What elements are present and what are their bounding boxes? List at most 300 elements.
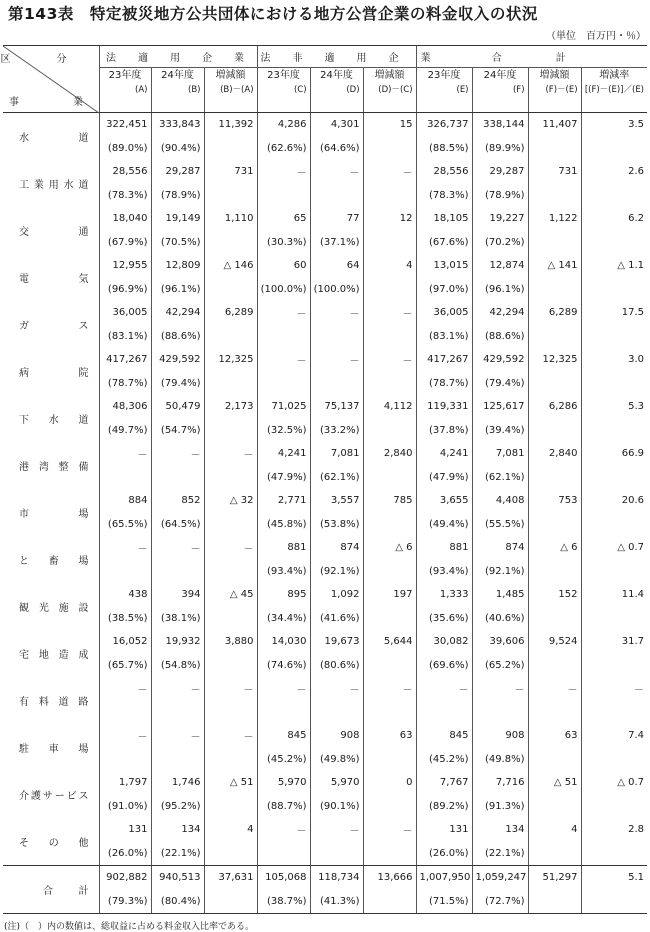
value-cell: － — [257, 348, 310, 372]
ratio-cell: (62.1%) — [472, 466, 528, 490]
ratio-cell: (49.8%) — [472, 748, 528, 772]
value-cell: － — [151, 724, 204, 748]
value-cell: － — [257, 160, 310, 184]
ratio-cell — [581, 513, 647, 537]
ratio-row — [3, 419, 647, 443]
column-header-mark: (F) — [512, 85, 525, 95]
ratio-row — [3, 654, 647, 678]
value-cell: △ 146 — [204, 254, 257, 278]
value-cell: 18,105 — [416, 207, 472, 231]
row-label: 観光施設 — [19, 603, 89, 614]
ratio-cell: (97.0%) — [416, 278, 472, 302]
ratio-cell — [581, 419, 647, 443]
ratio-cell — [363, 372, 416, 396]
ratio-cell — [204, 795, 257, 819]
ratio-row — [3, 842, 647, 866]
ratio-cell: (95.2%) — [151, 795, 204, 819]
ratio-cell: (69.6%) — [416, 654, 472, 678]
ratio-cell — [363, 795, 416, 819]
value-cell: 19,227 — [472, 207, 528, 231]
value-cell: 2,771 — [257, 489, 310, 513]
value-cell: 4,286 — [257, 113, 310, 137]
ratio-cell: (22.1%) — [472, 842, 528, 866]
ratio-cell — [310, 372, 363, 396]
value-cell: 11.4 — [581, 583, 647, 607]
ratio-cell — [581, 607, 647, 631]
corner-bottom-label: 事 業 — [9, 97, 105, 108]
ratio-cell — [581, 372, 647, 396]
ratio-row — [3, 137, 647, 161]
ratio-cell — [581, 748, 647, 772]
value-cell: 4,408 — [472, 489, 528, 513]
table-row — [3, 630, 647, 654]
value-cell: － — [472, 677, 528, 701]
value-cell: － — [310, 818, 363, 842]
ratio-cell: (38.1%) — [151, 607, 204, 631]
value-cell: 2.6 — [581, 160, 647, 184]
value-cell: 18,040 — [99, 207, 151, 231]
group-header-total: 合 計 — [416, 46, 647, 68]
ratio-cell: (54.7%) — [151, 419, 204, 443]
value-cell: 1,007,950 — [416, 866, 472, 890]
table-row — [3, 724, 647, 748]
ratio-cell: (62.1%) — [310, 466, 363, 490]
ratio-cell: (83.1%) — [416, 325, 472, 349]
value-cell: 438 — [99, 583, 151, 607]
value-cell: 338,144 — [472, 113, 528, 137]
value-cell: － — [151, 536, 204, 560]
value-cell: 6,286 — [528, 395, 581, 419]
value-cell: 3.5 — [581, 113, 647, 137]
ratio-cell: (78.7%) — [416, 372, 472, 396]
value-cell: 7,081 — [472, 442, 528, 466]
column-header-label: 24年度 — [483, 70, 517, 81]
value-cell: － — [363, 348, 416, 372]
value-cell: 4 — [528, 818, 581, 842]
value-cell: 2.8 — [581, 818, 647, 842]
ratio-cell — [581, 890, 647, 914]
ratio-cell — [528, 560, 581, 584]
value-cell: △ 141 — [528, 254, 581, 278]
value-cell: 9,524 — [528, 630, 581, 654]
value-cell: 65 — [257, 207, 310, 231]
value-cell: 105,068 — [257, 866, 310, 890]
ratio-cell: (26.0%) — [416, 842, 472, 866]
ratio-cell — [472, 701, 528, 725]
value-cell: 3,655 — [416, 489, 472, 513]
ratio-cell: (80.4%) — [151, 890, 204, 914]
ratio-cell: (49.7%) — [99, 419, 151, 443]
ratio-cell — [581, 137, 647, 161]
ratio-cell: (89.0%) — [99, 137, 151, 161]
ratio-cell — [528, 701, 581, 725]
ratio-cell: (47.9%) — [416, 466, 472, 490]
ratio-cell: (32.5%) — [257, 419, 310, 443]
column-header — [472, 68, 528, 113]
value-cell: － — [204, 724, 257, 748]
ratio-cell: (35.6%) — [416, 607, 472, 631]
group-header-non-applied: 法 非 適 用 企 業 — [257, 46, 416, 68]
column-header — [99, 68, 151, 113]
ratio-cell — [528, 795, 581, 819]
ratio-cell — [151, 748, 204, 772]
value-cell: 6.2 — [581, 207, 647, 231]
value-cell: 2,840 — [528, 442, 581, 466]
value-cell: － — [363, 677, 416, 701]
row-label: 有料道路 — [19, 697, 89, 708]
ratio-cell: (100.0%) — [257, 278, 310, 302]
ratio-cell: (65.2%) — [472, 654, 528, 678]
ratio-cell — [528, 325, 581, 349]
value-cell: 3,880 — [204, 630, 257, 654]
ratio-cell — [528, 419, 581, 443]
column-header-label: 24年度 — [161, 70, 194, 81]
ratio-cell: (45.8%) — [257, 513, 310, 537]
row-label: 交通 — [19, 227, 89, 238]
ratio-cell — [528, 278, 581, 302]
ratio-cell — [528, 890, 581, 914]
table-title: 第143表 特定被災地方公共団体における地方公営企業の料金収入の状況 — [8, 5, 538, 23]
ratio-cell — [204, 842, 257, 866]
value-cell: △ 51 — [528, 771, 581, 795]
value-cell: 119,331 — [416, 395, 472, 419]
ratio-cell — [99, 560, 151, 584]
ratio-cell: (22.1%) — [151, 842, 204, 866]
value-cell: 333,843 — [151, 113, 204, 137]
column-header-label: 23年度 — [108, 70, 142, 81]
ratio-cell: (40.6%) — [472, 607, 528, 631]
row-label: 工業用水道 — [19, 180, 89, 191]
value-cell: 895 — [257, 583, 310, 607]
value-cell: 394 — [151, 583, 204, 607]
ratio-row — [3, 372, 647, 396]
value-cell: △ 1.1 — [581, 254, 647, 278]
value-cell: 19,932 — [151, 630, 204, 654]
column-header-label: 増減率 — [599, 70, 630, 81]
value-cell: 884 — [99, 489, 151, 513]
table-row — [3, 301, 647, 325]
value-cell: 5,970 — [257, 771, 310, 795]
value-cell: 417,267 — [99, 348, 151, 372]
ratio-cell — [363, 278, 416, 302]
ratio-cell: (72.7%) — [472, 890, 528, 914]
ratio-cell — [310, 842, 363, 866]
ratio-cell — [99, 701, 151, 725]
ratio-cell — [528, 842, 581, 866]
value-cell: 4,112 — [363, 395, 416, 419]
row-label: 駐車場 — [19, 744, 89, 755]
value-cell: 852 — [151, 489, 204, 513]
value-cell: 1,746 — [151, 771, 204, 795]
ratio-cell: (79.3%) — [99, 890, 151, 914]
ratio-cell — [416, 701, 472, 725]
value-cell: 4,301 — [310, 113, 363, 137]
ratio-cell — [528, 466, 581, 490]
ratio-cell: (78.3%) — [416, 184, 472, 208]
value-cell: △ 51 — [204, 771, 257, 795]
value-cell: 12,874 — [472, 254, 528, 278]
ratio-cell — [581, 842, 647, 866]
ratio-cell — [363, 842, 416, 866]
corner-cell — [0, 46, 105, 113]
ratio-cell — [363, 654, 416, 678]
ratio-cell — [363, 419, 416, 443]
corner-top-label: 区 分 — [0, 54, 85, 65]
value-cell: 131 — [99, 818, 151, 842]
value-cell: △ 32 — [204, 489, 257, 513]
column-header — [416, 68, 472, 113]
ratio-row — [3, 278, 647, 302]
ratio-cell: (89.9%) — [472, 137, 528, 161]
column-header-mark: (B)－(A) — [220, 85, 254, 95]
column-header-mark: (D)－(C) — [378, 85, 413, 95]
value-cell: 3.0 — [581, 348, 647, 372]
value-cell: 30,082 — [416, 630, 472, 654]
value-cell: 7,081 — [310, 442, 363, 466]
ratio-cell — [151, 560, 204, 584]
column-header-mark: (C) — [293, 85, 307, 95]
ratio-cell: (78.9%) — [472, 184, 528, 208]
value-cell: － — [151, 442, 204, 466]
value-cell: － — [99, 724, 151, 748]
ratio-cell: (64.6%) — [310, 137, 363, 161]
ratio-cell: (91.3%) — [472, 795, 528, 819]
column-header-label: 23年度 — [267, 70, 300, 81]
value-cell: 731 — [528, 160, 581, 184]
unit-label: （単位 百万円・％） — [546, 31, 646, 42]
value-cell: － — [99, 536, 151, 560]
value-cell: 48,306 — [99, 395, 151, 419]
value-cell: 12 — [363, 207, 416, 231]
value-cell: － — [257, 818, 310, 842]
ratio-cell — [528, 184, 581, 208]
ratio-cell: (88.5%) — [416, 137, 472, 161]
value-cell: △ 0.7 — [581, 536, 647, 560]
value-cell: 13,666 — [363, 866, 416, 890]
value-cell: 2,173 — [204, 395, 257, 419]
row-label: と畜場 — [19, 556, 89, 567]
ratio-cell: (78.3%) — [99, 184, 151, 208]
ratio-cell — [581, 466, 647, 490]
value-cell: 5,970 — [310, 771, 363, 795]
value-cell: 28,556 — [416, 160, 472, 184]
ratio-cell — [204, 890, 257, 914]
value-cell: 16,052 — [99, 630, 151, 654]
ratio-cell: (96.1%) — [472, 278, 528, 302]
ratio-cell: (45.2%) — [257, 748, 310, 772]
ratio-cell: (96.1%) — [151, 278, 204, 302]
ratio-cell: (39.4%) — [472, 419, 528, 443]
value-cell: 131 — [416, 818, 472, 842]
value-cell: 5,644 — [363, 630, 416, 654]
value-cell: 63 — [363, 724, 416, 748]
ratio-row — [3, 231, 647, 255]
row-label: ガス — [19, 321, 89, 332]
ratio-row — [3, 325, 647, 349]
ratio-cell — [151, 466, 204, 490]
ratio-cell: (37.8%) — [416, 419, 472, 443]
ratio-cell — [363, 513, 416, 537]
value-cell: 12,325 — [528, 348, 581, 372]
ratio-cell: (78.7%) — [99, 372, 151, 396]
ratio-cell — [204, 137, 257, 161]
ratio-cell — [363, 137, 416, 161]
value-cell: 125,617 — [472, 395, 528, 419]
column-header-mark: [(F)－(E)]／(E) — [584, 85, 645, 95]
ratio-cell: (54.8%) — [151, 654, 204, 678]
ratio-cell: (53.8%) — [310, 513, 363, 537]
column-header-label: 増減額 — [215, 70, 246, 81]
value-cell: － — [151, 677, 204, 701]
ratio-cell: (38.5%) — [99, 607, 151, 631]
value-cell: 13,015 — [416, 254, 472, 278]
ratio-cell: (49.8%) — [310, 748, 363, 772]
value-cell: 1,110 — [204, 207, 257, 231]
value-cell: 75,137 — [310, 395, 363, 419]
value-cell: 39,606 — [472, 630, 528, 654]
value-cell: 6,289 — [204, 301, 257, 325]
ratio-cell: (92.1%) — [472, 560, 528, 584]
value-cell: － — [363, 301, 416, 325]
value-cell: 11,392 — [204, 113, 257, 137]
ratio-cell: (93.4%) — [257, 560, 310, 584]
value-cell: 5.1 — [581, 866, 647, 890]
ratio-cell — [151, 701, 204, 725]
ratio-cell — [204, 654, 257, 678]
value-cell: － — [257, 301, 310, 325]
value-cell: 6,289 — [528, 301, 581, 325]
ratio-cell — [528, 654, 581, 678]
value-cell: 7,716 — [472, 771, 528, 795]
value-cell: － — [581, 677, 647, 701]
ratio-cell: (78.9%) — [151, 184, 204, 208]
ratio-cell — [310, 325, 363, 349]
value-cell: 77 — [310, 207, 363, 231]
ratio-cell: (62.6%) — [257, 137, 310, 161]
ratio-cell — [204, 231, 257, 255]
column-header — [310, 68, 363, 113]
ratio-cell — [310, 184, 363, 208]
ratio-cell — [363, 325, 416, 349]
ratio-cell: (74.6%) — [257, 654, 310, 678]
footnote: (注)（ ）内の数値は、総収益に占める料金収入比率である。 — [4, 922, 255, 932]
value-cell: 326,737 — [416, 113, 472, 137]
ratio-cell — [257, 325, 310, 349]
ratio-cell: (90.1%) — [310, 795, 363, 819]
ratio-cell: (88.6%) — [151, 325, 204, 349]
ratio-cell: (38.7%) — [257, 890, 310, 914]
ratio-cell — [363, 231, 416, 255]
table-row — [3, 677, 647, 701]
ratio-cell — [204, 560, 257, 584]
ratio-cell: (41.6%) — [310, 607, 363, 631]
ratio-cell — [363, 184, 416, 208]
ratio-cell — [99, 466, 151, 490]
ratio-cell: (93.4%) — [416, 560, 472, 584]
column-header-mark: (B) — [188, 85, 201, 95]
ratio-cell: (67.6%) — [416, 231, 472, 255]
value-cell: 845 — [416, 724, 472, 748]
group-header-applied: 法 適 用 企 業 — [99, 46, 257, 68]
value-cell: 20.6 — [581, 489, 647, 513]
value-cell: 66.9 — [581, 442, 647, 466]
value-cell: 63 — [528, 724, 581, 748]
ratio-cell — [363, 560, 416, 584]
table-row — [3, 771, 647, 795]
ratio-cell — [581, 654, 647, 678]
ratio-cell — [528, 137, 581, 161]
ratio-cell — [581, 795, 647, 819]
value-cell: 37,631 — [204, 866, 257, 890]
table-row — [3, 348, 647, 372]
value-cell: 64 — [310, 254, 363, 278]
value-cell: － — [204, 677, 257, 701]
column-header-label: 増減額 — [539, 70, 570, 81]
row-label: 病院 — [19, 368, 89, 379]
ratio-cell — [204, 607, 257, 631]
value-cell: 19,673 — [310, 630, 363, 654]
ratio-cell: (41.3%) — [310, 890, 363, 914]
row-label: 宅地造成 — [19, 650, 89, 661]
ratio-cell — [528, 372, 581, 396]
value-cell: 2,840 — [363, 442, 416, 466]
ratio-cell — [363, 701, 416, 725]
value-cell: 753 — [528, 489, 581, 513]
ratio-cell: (47.9%) — [257, 466, 310, 490]
column-header-mark: (A) — [135, 85, 148, 95]
revenue-table — [0, 45, 647, 914]
table-row — [3, 583, 647, 607]
value-cell: 4 — [363, 254, 416, 278]
row-label: 港湾整備 — [19, 462, 89, 473]
ratio-cell: (92.1%) — [310, 560, 363, 584]
ratio-cell: (37.1%) — [310, 231, 363, 255]
value-cell: － — [528, 677, 581, 701]
ratio-cell: (30.3%) — [257, 231, 310, 255]
value-cell: － — [99, 442, 151, 466]
ratio-cell: (49.4%) — [416, 513, 472, 537]
ratio-cell: (79.4%) — [472, 372, 528, 396]
row-label: 市場 — [19, 509, 89, 520]
ratio-cell: (79.4%) — [151, 372, 204, 396]
ratio-row — [3, 795, 647, 819]
value-cell: △ 6 — [528, 536, 581, 560]
value-cell: 12,325 — [204, 348, 257, 372]
ratio-cell: (65.5%) — [99, 513, 151, 537]
ratio-cell: (34.4%) — [257, 607, 310, 631]
value-cell: 5.3 — [581, 395, 647, 419]
ratio-cell: (71.5%) — [416, 890, 472, 914]
ratio-cell: (100.0%) — [310, 278, 363, 302]
ratio-cell — [528, 748, 581, 772]
column-header — [581, 68, 647, 113]
ratio-cell: (89.2%) — [416, 795, 472, 819]
ratio-cell — [257, 701, 310, 725]
column-header — [257, 68, 310, 113]
value-cell: 51,297 — [528, 866, 581, 890]
table-row — [3, 160, 647, 184]
column-header — [363, 68, 416, 113]
ratio-row — [3, 184, 647, 208]
ratio-cell: (70.5%) — [151, 231, 204, 255]
ratio-cell: (64.5%) — [151, 513, 204, 537]
value-cell: 908 — [310, 724, 363, 748]
value-cell: － — [310, 160, 363, 184]
value-cell: 11,407 — [528, 113, 581, 137]
value-cell: － — [204, 442, 257, 466]
value-cell: 785 — [363, 489, 416, 513]
table-row — [3, 207, 647, 231]
